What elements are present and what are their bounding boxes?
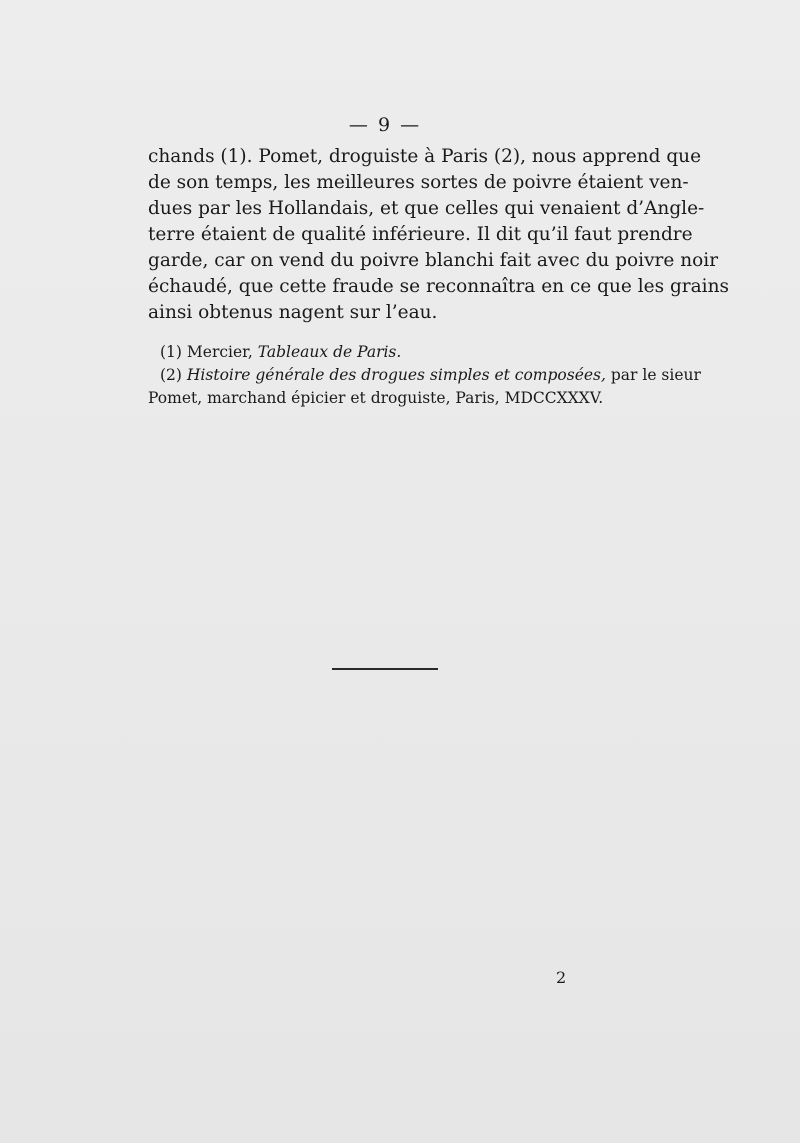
footnote-1 bbox=[148, 341, 628, 364]
footnotes bbox=[148, 341, 701, 410]
body-line: terre étaient de qualité inférieure. Il dit qu’il faut prendre bbox=[148, 224, 693, 245]
page-number: — 9 — bbox=[348, 114, 422, 136]
footnote-marker: (2) bbox=[160, 366, 182, 384]
body-line: ainsi obtenus nagent sur l’eau. bbox=[148, 302, 438, 323]
body-line: de son temps, les meilleures sortes de poivre étaient ven- bbox=[148, 172, 689, 193]
body-line: chands (1). Pomet, droguiste à Paris (2), nous apprend que bbox=[148, 146, 702, 167]
footnote-author: Mercier, bbox=[186, 343, 253, 361]
footnote-marker: (1) bbox=[160, 343, 182, 361]
signature-mark: 2 bbox=[556, 968, 567, 987]
end-rule bbox=[332, 668, 438, 670]
body-paragraph bbox=[148, 144, 729, 326]
footnote-2 bbox=[148, 364, 701, 387]
footnote-text: par le sieur bbox=[610, 366, 701, 384]
body-line: garde, car on vend du poivre blanchi fait avec du poivre noir bbox=[148, 250, 719, 271]
footnote-title: Tableaux de Paris. bbox=[257, 343, 402, 361]
footnote-title: Histoire générale des drogues simples et composées, bbox=[186, 366, 606, 384]
footnote-2-continued: Pomet, marchand épicier et droguiste, Paris, MDCCXXXV. bbox=[148, 389, 604, 407]
body-line: échaudé, que cette fraude se reconnaîtra en ce que les grains bbox=[148, 276, 729, 297]
body-line: dues par les Hollandais, et que celles qui venaient d’Angle- bbox=[148, 198, 705, 219]
